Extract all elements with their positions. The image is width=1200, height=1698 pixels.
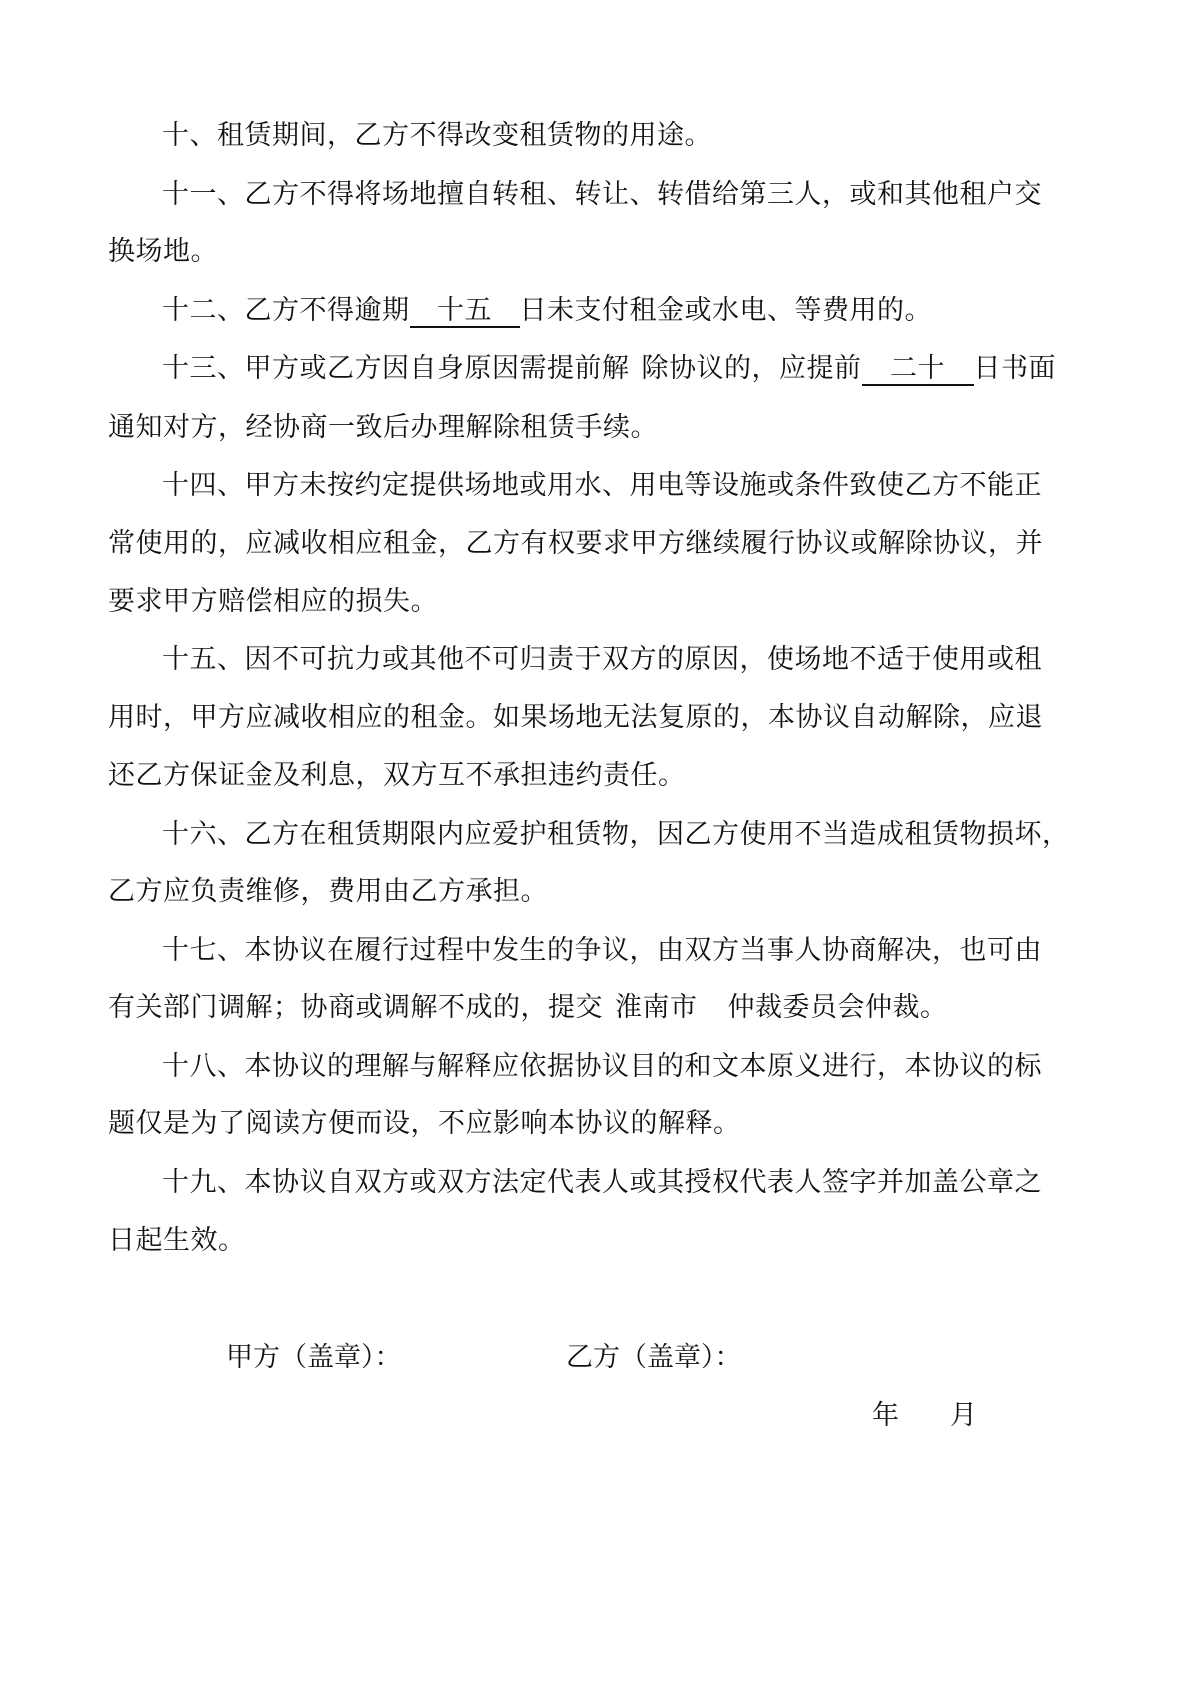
clause-17-line-2	[108, 990, 948, 1026]
clause-18-line-1: 十八、本协议的理解与解释应依据协议目的和文本原义进行，本协议的标	[162, 1051, 1042, 1082]
clause-12-days-blank: 十五	[410, 296, 520, 328]
date-month-label: 月	[950, 1400, 977, 1431]
clause-15-line-1: 十五、因不可抗力或其他不可归责于双方的原因，使场地不适于使用或租	[162, 644, 1042, 675]
clause-15-line-2: 用时，甲方应减收相应的租金。如果场地无法复原的，本协议自动解除，应退	[108, 702, 1043, 733]
clause-15-line-3: 还乙方保证金及利息，双方互不承担违约责任。	[108, 760, 686, 791]
clause-13-line-2: 通知对方，经协商一致后办理解除租赁手续。	[108, 412, 658, 443]
clause-13-line-1	[162, 351, 1056, 387]
clause-16-line-1: 十六、乙方在租赁期限内应爱护租赁物，因乙方使用不当造成租赁物损坏，	[162, 819, 1070, 850]
clause-16-line-2: 乙方应负责维修，费用由乙方承担。	[108, 876, 548, 907]
clause-13-days-blank: 二十	[862, 354, 974, 386]
clause-13-text-middle: 除协议的，应提前	[641, 353, 862, 384]
clause-13-text-before: 十三、甲方或乙方因自身原因需提前解	[162, 353, 630, 384]
clause-11-line-1: 十一、乙方不得将场地擅自转租、转让、转借给第三人，或和其他租户交	[162, 179, 1042, 210]
clause-14-line-3: 要求甲方赔偿相应的损失。	[108, 586, 438, 617]
clause-11-line-2: 换场地。	[108, 236, 218, 267]
clause-19-line-2: 日起生效。	[108, 1225, 246, 1256]
clause-13-text-after: 日书面	[973, 353, 1056, 384]
clause-17-text-after: 仲裁委员会仲裁。	[727, 992, 948, 1023]
clause-10-line-1: 十、租赁期间，乙方不得改变租赁物的用途。	[162, 120, 712, 151]
clause-19-line-1: 十九、本协议自双方或双方法定代表人或其授权代表人签字并加盖公章之	[162, 1167, 1042, 1198]
party-a-seal-label: 甲方（盖章）：	[226, 1342, 402, 1373]
clause-12-text-after: 日未支付租金或水电、等费用的。	[519, 295, 932, 326]
clause-14-line-1: 十四、甲方未按约定提供场地或用水、用电等设施或条件致使乙方不能正	[162, 470, 1042, 501]
clause-12-line-1	[162, 293, 932, 329]
clause-12-text-before: 十二、乙方不得逾期	[162, 295, 410, 326]
clause-17-line-1: 十七、本协议在履行过程中发生的争议，由双方当事人协商解决，也可由	[162, 935, 1042, 966]
date-year-label: 年	[872, 1400, 899, 1431]
clause-17-arbitration-city: 淮南市	[615, 992, 698, 1023]
clause-18-line-2: 题仅是为了阅读方便而设，不应影响本协议的解释。	[108, 1108, 741, 1139]
clause-14-line-2: 常使用的，应减收相应租金，乙方有权要求甲方继续履行协议或解除协议，并	[108, 528, 1043, 559]
clause-17-text-before: 有关部门调解；协商或调解不成的，提交	[108, 992, 603, 1023]
party-b-seal-label: 乙方（盖章）：	[566, 1342, 742, 1373]
